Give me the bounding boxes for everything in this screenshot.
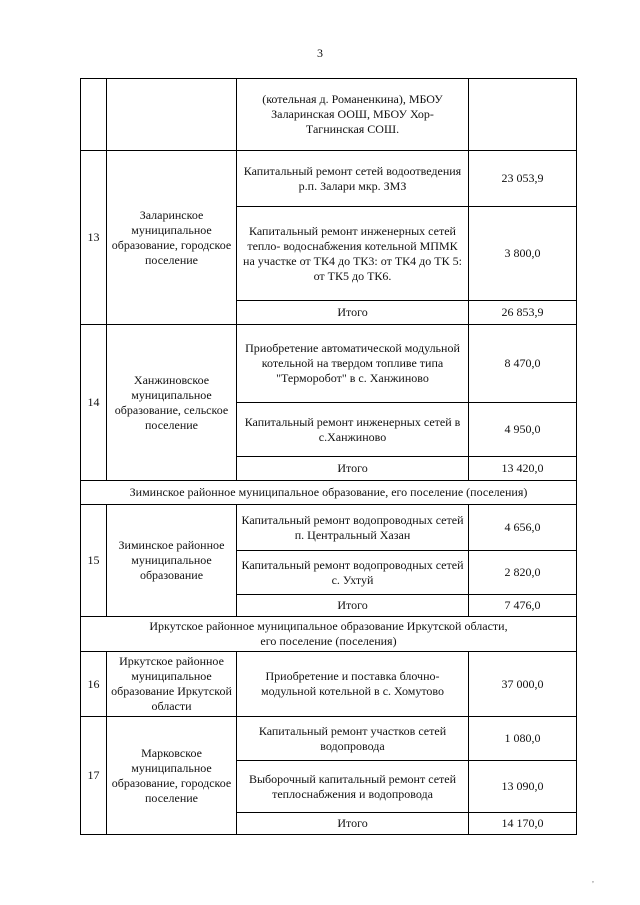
page-number: 3	[317, 46, 323, 60]
table-row-13-a	[81, 151, 577, 207]
row-number: 13	[81, 151, 107, 325]
entity-name: Зиминское районное муниципальное образование	[107, 505, 237, 617]
row-number: 17	[81, 717, 107, 835]
amount-value: 23 053,9	[469, 151, 577, 207]
section-title	[81, 617, 577, 652]
item-description: Капитальный ремонт инженерных сетей в с.Ханжиново	[237, 403, 469, 457]
item-description: Капитальный ремонт водопроводных сетей с. Ухтуй	[237, 551, 469, 595]
amount-value: 4 656,0	[469, 505, 577, 551]
amount-cell	[469, 79, 577, 151]
table-row-16	[81, 652, 577, 717]
item-text-line: (котельная д. Романенкина), МБОУ	[262, 92, 443, 106]
table-row-15-a	[81, 505, 577, 551]
amount-value: 3 800,0	[469, 207, 577, 301]
num-cell	[81, 79, 107, 151]
table-row-17-a	[81, 717, 577, 761]
table-row-continuation	[81, 79, 577, 151]
item-description: Капитальный ремонт сетей водоотведения р.п. Залари мкр. ЗМЗ	[237, 151, 469, 207]
item-text-line: Тагнинская СОШ.	[305, 122, 400, 136]
row-number: 14	[81, 325, 107, 481]
entity-name: Заларинское муниципальное образование, городское поселение	[107, 151, 237, 325]
scan-mark: ,	[592, 875, 594, 884]
total-value: 13 420,0	[469, 457, 577, 481]
amount-value: 2 820,0	[469, 551, 577, 595]
item-text-line: Заларинская ООШ, МБОУ Хор-	[271, 107, 434, 121]
entity-name: Ханжиновское муниципальное образование, сельское поселение	[107, 325, 237, 481]
item-description: Приобретение и поставка блочно-модульной котельной в с. Хомутово	[237, 652, 469, 717]
item-description: Приобретение автоматической модульной котельной на твердом топливе типа "Терморобот" в с. Ханжиново	[237, 325, 469, 403]
table-row-14-a	[81, 325, 577, 403]
item-cell	[237, 79, 469, 151]
total-value: 7 476,0	[469, 595, 577, 617]
total-label: Итого	[237, 457, 469, 481]
amount-value: 8 470,0	[469, 325, 577, 403]
entity-name: Иркутское районное муниципальное образование Иркутской области	[107, 652, 237, 717]
section-header-irkutsk	[81, 617, 577, 652]
entity-name: Марковское муниципальное образование, городское поселение	[107, 717, 237, 835]
programs-table	[80, 78, 577, 835]
section-title: Зиминское районное муниципальное образование, его поселение (поселения)	[81, 481, 577, 505]
entity-cell	[107, 79, 237, 151]
item-description: Выборочный капитальный ремонт сетей теплоснабжения и водопровода	[237, 761, 469, 813]
item-description: Капитальный ремонт инженерных сетей тепло- водоснабжения котельной МПМК на участке от ТК4 до ТК3: от ТК4 до ТК 5: от ТК5 до ТК6.	[237, 207, 469, 301]
item-description: Капитальный ремонт водопроводных сетей п. Центральный Хазан	[237, 505, 469, 551]
amount-value: 37 000,0	[469, 652, 577, 717]
row-number: 15	[81, 505, 107, 617]
total-value: 26 853,9	[469, 301, 577, 325]
total-label: Итого	[237, 595, 469, 617]
row-number: 16	[81, 652, 107, 717]
section-header-zima	[81, 481, 577, 505]
amount-value: 13 090,0	[469, 761, 577, 813]
amount-value: 1 080,0	[469, 717, 577, 761]
section-title-line: Иркутское районное муниципальное образование Иркутской области,	[149, 619, 508, 633]
total-label: Итого	[237, 813, 469, 835]
total-value: 14 170,0	[469, 813, 577, 835]
item-description: Капитальный ремонт участков сетей водопровода	[237, 717, 469, 761]
amount-value: 4 950,0	[469, 403, 577, 457]
section-title-line: его поселение (поселения)	[260, 634, 397, 648]
total-label: Итого	[237, 301, 469, 325]
